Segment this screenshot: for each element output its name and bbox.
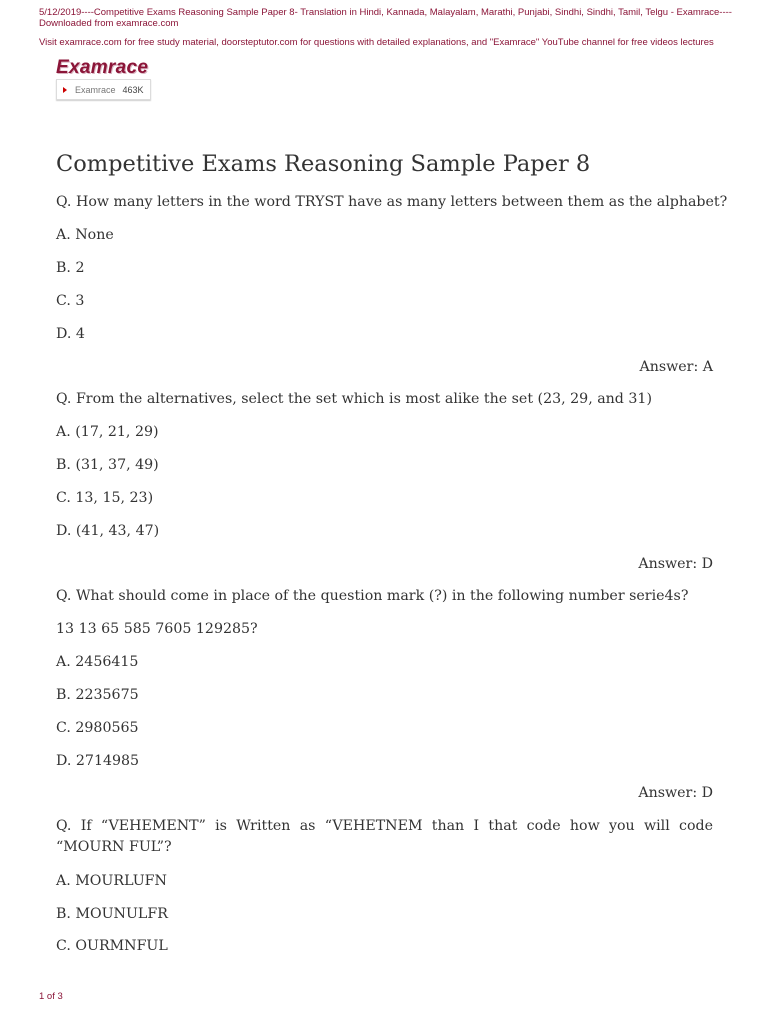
question-2-text: Q. From the alternatives, select the set which is most alike the set (23, 29, and 31) <box>56 391 652 407</box>
question-3-option-d: D. 2714985 <box>56 753 140 769</box>
question-1-option-c: C. 3 <box>56 293 85 309</box>
question-2-option-b: B. (31, 37, 49) <box>56 457 159 473</box>
question-1-option-d: D. 4 <box>56 326 85 342</box>
youtube-channel-name: Examrace <box>75 84 116 95</box>
question-2-answer: Answer: D <box>638 556 713 572</box>
youtube-subscriber-count: 463K <box>122 84 144 95</box>
question-3-text: Q. What should come in place of the question mark (?) in the following number serie4s? <box>56 588 689 604</box>
question-3-option-a: A. 2456415 <box>56 654 139 670</box>
question-3-answer: Answer: D <box>638 785 713 801</box>
question-4-text: Q. If “VEHEMENT” is Written as “VEHETNEM than I that code how you will code “MOURN FUL”? <box>56 818 713 855</box>
youtube-subscribe-button[interactable] <box>56 79 151 100</box>
question-3-option-b: B. 2235675 <box>56 687 139 703</box>
question-2-option-c: C. 13, 15, 23) <box>56 490 154 506</box>
question-1-option-a: A. None <box>56 227 114 243</box>
question-3-series: 13 13 65 585 7605 129285? <box>56 621 258 637</box>
question-1-text: Q. How many letters in the word TRYST have as many letters between them as the alphabet? <box>56 194 728 210</box>
question-4-option-c: C. OURMNFUL <box>56 938 168 954</box>
question-4-option-a: A. MOURLUFN <box>56 873 167 889</box>
examrace-logo[interactable]: Examrace <box>56 57 149 78</box>
page-number: 1 of 3 <box>39 991 63 1002</box>
promo-header: Visit examrace.com for free study material, doorsteptutor.com for questions with detailed explanations, and "Examrace" YouTube channel for free videos lectures <box>39 37 714 48</box>
download-header: 5/12/2019----Competitive Exams Reasoning Sample Paper 8- Translation in Hindi, Kannada, Malayalam, Marathi, Punjabi, Sindhi, Sindhi, Tamil, Telgu - Examrace----Downloaded from examrace.com <box>39 7 732 29</box>
question-2-option-d: D. (41, 43, 47) <box>56 523 160 539</box>
page-title: Competitive Exams Reasoning Sample Paper 8 <box>56 151 591 177</box>
question-1-option-b: B. 2 <box>56 260 85 276</box>
question-3-option-c: C. 2980565 <box>56 720 139 736</box>
question-1-answer: Answer: A <box>639 359 713 375</box>
question-2-option-a: A. (17, 21, 29) <box>56 424 159 440</box>
question-4-option-b: B. MOUNULFR <box>56 906 168 922</box>
youtube-play-icon <box>63 87 67 93</box>
